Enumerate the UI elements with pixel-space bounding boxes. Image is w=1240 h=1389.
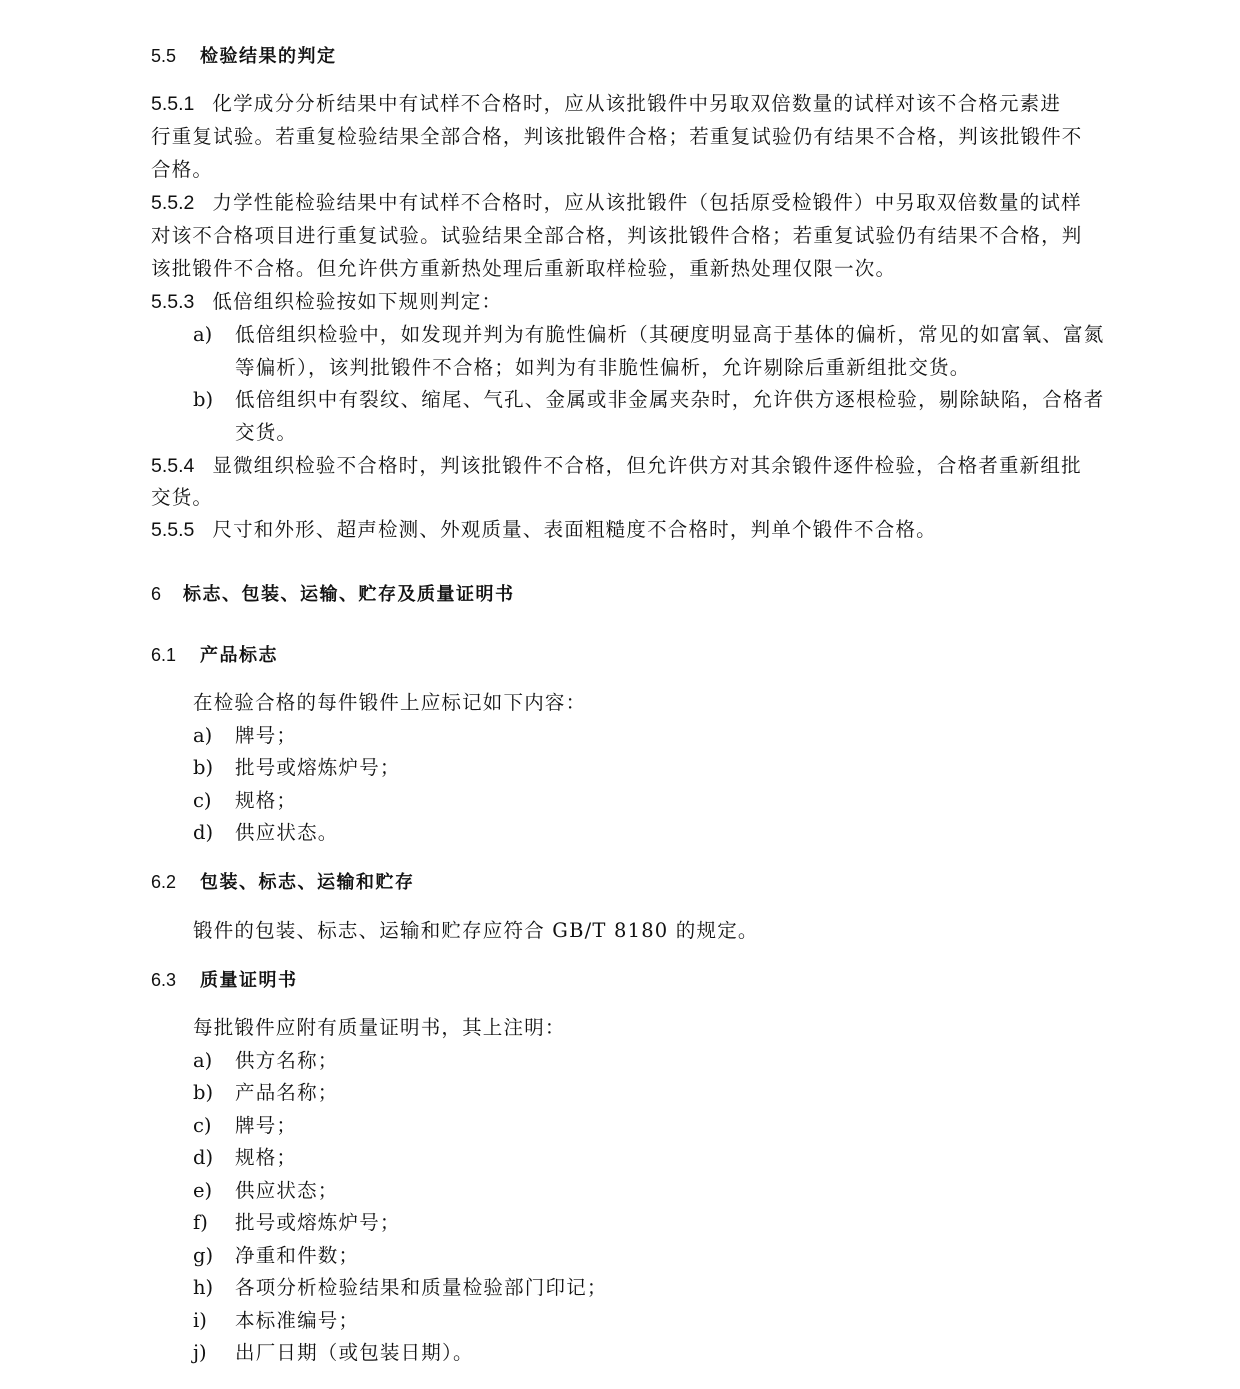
list-item: a) 供方名称； [193, 1049, 339, 1072]
list-item: g) 净重和件数； [193, 1244, 360, 1267]
list-item: a) 牌号； [193, 724, 298, 747]
list-item: h) 各项分析检验结果和质量检验部门印记； [193, 1276, 608, 1299]
clause-5-5-2-line-3: 该批锻件不合格。但允许供方重新热处理后重新取样检验，重新热处理仅限一次。 [151, 257, 897, 280]
list-item: c) 规格； [193, 789, 298, 812]
list-item: b) 产品名称； [193, 1081, 339, 1104]
list-item: d) 规格； [193, 1146, 298, 1169]
list-item: d) 供应状态。 [193, 821, 339, 844]
list-item: f) 批号或熔炼炉号； [193, 1211, 401, 1234]
list-item: i) 本标准编号； [193, 1309, 360, 1332]
section-6-heading: 6 标志、包装、运输、贮存及质量证明书 [151, 584, 515, 605]
list-item: e) 供应状态； [193, 1179, 339, 1202]
section-5-5-title: 检验结果的判定 [200, 46, 337, 67]
clause-5-5-2-line-2: 对该不合格项目进行重复试验。试验结果全部合格，判该批锻件合格；若重复试验仍有结果不合格，判 [151, 224, 1083, 247]
list-item: b) 批号或熔炼炉号； [193, 756, 401, 779]
section-6-3-title: 质量证明书 [200, 970, 298, 991]
clause-5-5-5-line-1: 5.5.5 尺寸和外形、超声检测、外观质量、表面粗糙度不合格时，判单个锻件不合格。 [151, 518, 937, 541]
clause-5-5-3-item-b-line-1: b) 低倍组织中有裂纹、缩尾、气孔、金属或非金属夹杂时，允许供方逐根检验，剔除缺陷，合格者 [193, 388, 1105, 411]
section-6-title: 标志、包装、运输、贮存及质量证明书 [183, 584, 515, 605]
clause-5-5-1-line-2: 行重复试验。若重复检验结果全部合格，判该批锻件合格；若重复试验仍有结果不合格，判该批锻件不 [151, 125, 1083, 148]
clause-5-5-3-item-a-line-2: 等偏析），该判批锻件不合格；如判为有非脆性偏析，允许剔除后重新组批交货。 [235, 356, 971, 379]
section-6-1-heading: 6.1 产品标志 [151, 645, 279, 666]
clause-5-5-3-line-1: 5.5.3 低倍组织检验按如下规则判定： [151, 290, 503, 313]
clause-5-5-4-line-1: 5.5.4 显微组织检验不合格时，判该批锻件不合格，但允许供方对其余锻件逐件检验，合格者重新组批 [151, 454, 1082, 477]
list-item: c) 牌号； [193, 1114, 298, 1137]
clause-5-5-1-line-3: 合格。 [151, 158, 214, 181]
clause-5-5-2-line-1: 5.5.2 力学性能检验结果中有试样不合格时，应从该批锻件（包括原受检锻件）中另取双倍数量的试样 [151, 191, 1082, 214]
section-6-1-title: 产品标志 [200, 645, 279, 666]
clause-5-5-1-line-1: 5.5.1 化学成分分析结果中有试样不合格时，应从该批锻件中另取双倍数量的试样对该不合格元素进 [151, 92, 1062, 115]
clause-5-5-3-item-a-line-1: a) 低倍组织检验中，如发现并判为有脆性偏析（其硬度明显高于基体的偏析，常见的如富氧、富氮 [193, 323, 1105, 346]
section-6-3-heading: 6.3 质量证明书 [151, 970, 298, 991]
list-item: j) 出厂日期（或包装日期）。 [193, 1341, 474, 1364]
section-6-2-title: 包装、标志、运输和贮存 [200, 872, 415, 893]
section-6-2-text: 锻件的包装、标志、运输和贮存应符合 GB/T 8180 的规定。 [193, 919, 759, 942]
clause-5-5-4-line-2: 交货。 [151, 486, 214, 509]
section-6-2-heading: 6.2 包装、标志、运输和贮存 [151, 872, 415, 893]
section-6-3-intro: 每批锻件应附有质量证明书，其上注明： [193, 1016, 566, 1039]
section-5-5-heading: 5.5 检验结果的判定 [151, 46, 337, 67]
section-6-1-intro: 在检验合格的每件锻件上应标记如下内容： [193, 691, 587, 714]
clause-5-5-3-item-b-line-2: 交货。 [235, 421, 298, 444]
